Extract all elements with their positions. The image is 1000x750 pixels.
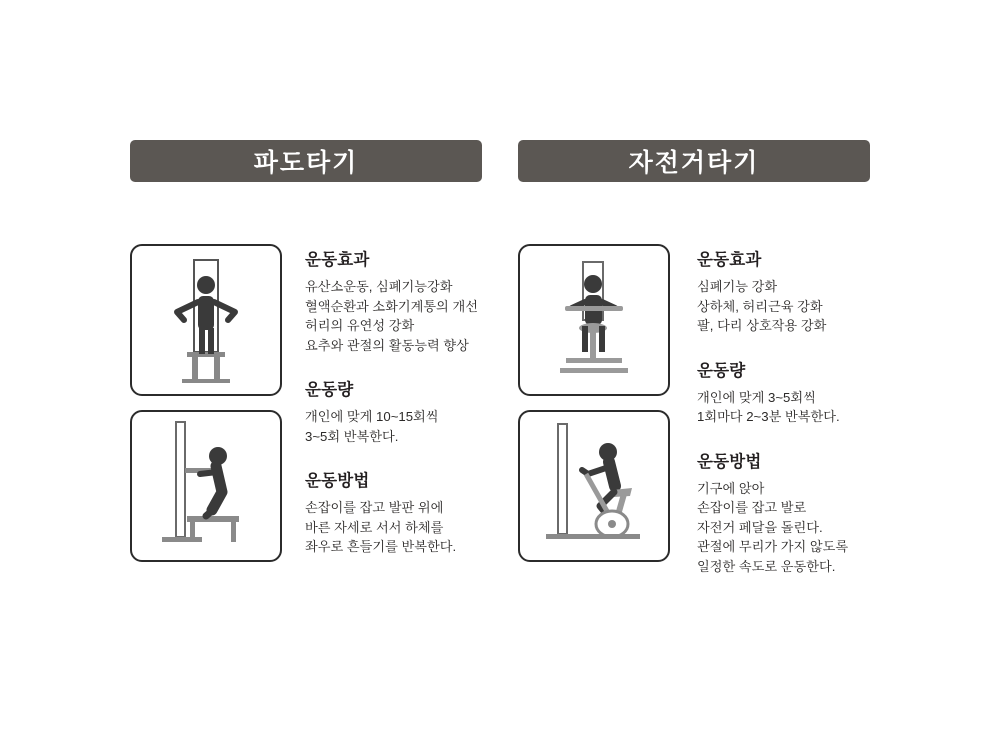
effect-line: 허리의 유연성 강화 [305, 318, 415, 333]
section-heading-method: 운동방법 [305, 472, 370, 490]
section-method [305, 467, 500, 557]
section-heading-method: 운동방법 [697, 452, 762, 471]
effect-line: 상하체, 허리근육 강화 [697, 298, 823, 314]
section-effect [697, 246, 888, 336]
cyclist-front-figure [518, 244, 670, 396]
section-heading-effect: 운동효과 [305, 251, 370, 269]
wave-rider-side-illustration [132, 412, 280, 560]
amount-line: 개인에 맞게 3~5회씩 [697, 389, 816, 405]
method-line: 좌우로 흔들기를 반복한다. [305, 539, 457, 554]
panel-title-bicycle-riding: 자전거타기 [518, 140, 870, 182]
wave-rider-front-figure [130, 244, 282, 396]
method-line: 손잡이를 잡고 발판 위에 [305, 500, 444, 515]
section-effect [305, 246, 500, 355]
method-line: 자전거 페달을 돌린다. [697, 519, 823, 535]
method-line: 일정한 속도로 운동한다. [697, 558, 836, 574]
effect-line: 혈액순환과 소화기계통의 개선 [305, 298, 478, 314]
section-amount [697, 357, 888, 427]
effect-line: 팔, 다리 상호작용 강화 [697, 318, 827, 333]
panel-bicycle-riding [518, 140, 888, 576]
amount-line: 1회마다 2~3분 반복한다. [697, 409, 840, 424]
section-heading-amount: 운동량 [697, 361, 746, 380]
figure-column-wave-riding [130, 244, 285, 576]
wave-rider-side-figure [130, 410, 282, 562]
section-amount [305, 376, 500, 446]
figure-column-bicycle-riding [518, 244, 673, 576]
cyclist-side-figure [518, 410, 670, 562]
method-line: 관절에 무리가 가지 않도록 [697, 539, 849, 554]
effect-line: 요추와 관절의 활동능력 향상 [305, 337, 469, 353]
section-method [697, 448, 888, 577]
cyclist-front-illustration [520, 246, 668, 394]
text-column-bicycle-riding [697, 244, 888, 576]
effect-line: 유산소운동, 심폐기능강화 [305, 279, 453, 294]
wave-rider-front-illustration [132, 246, 280, 394]
panel-title-wave-riding: 파도타기 [130, 140, 482, 182]
panel-wave-riding [130, 140, 500, 576]
amount-line: 3~5회 반복한다. [305, 428, 399, 444]
panel-content-bicycle-riding [518, 244, 888, 576]
text-column-wave-riding [305, 244, 500, 557]
section-heading-amount: 운동량 [305, 381, 354, 399]
amount-line: 개인에 맞게 10~15회씩 [305, 409, 439, 424]
cyclist-side-illustration [520, 412, 668, 560]
method-line: 손잡이를 잡고 발로 [697, 500, 807, 515]
section-heading-effect: 운동효과 [697, 251, 762, 269]
effect-line: 심폐기능 강화 [697, 279, 778, 294]
method-line: 기구에 앉아 [697, 480, 765, 496]
method-line: 바른 자세로 서서 하체를 [305, 519, 444, 535]
panel-content-wave-riding [130, 244, 500, 576]
